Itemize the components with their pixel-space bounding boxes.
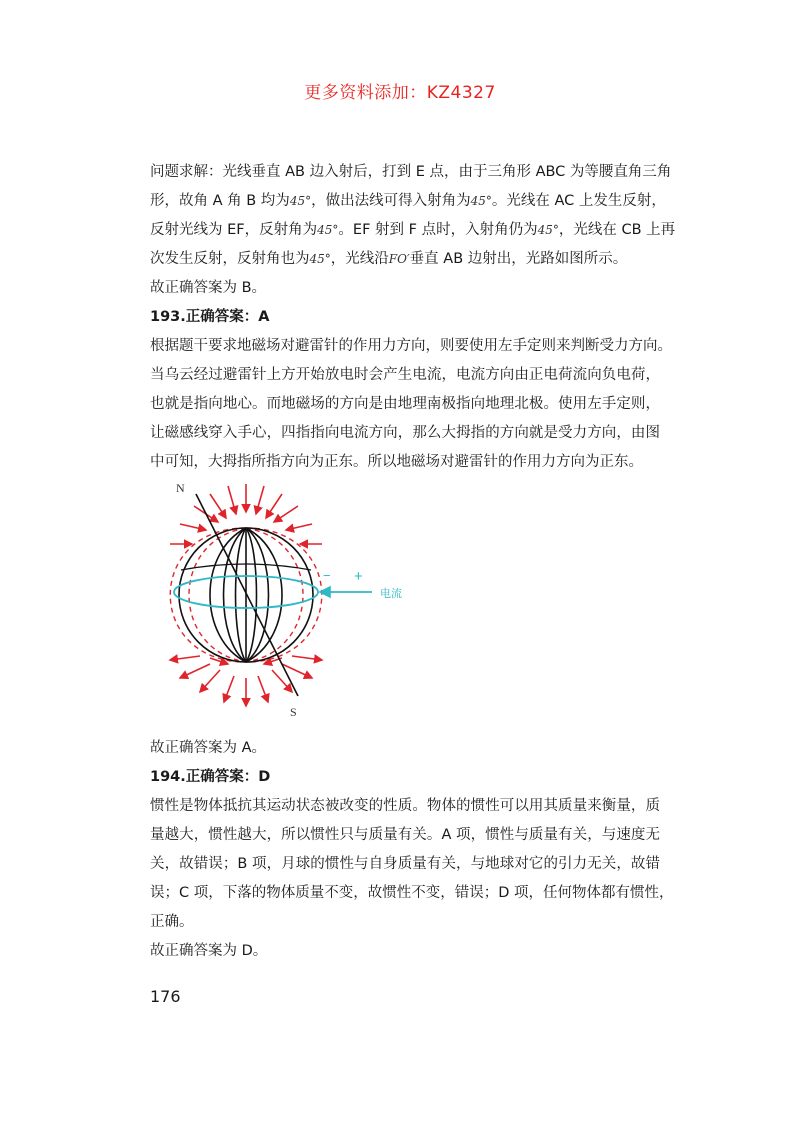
text-fragment: ，光线在 CB 上再 bbox=[558, 222, 676, 238]
angle-math: 45° bbox=[470, 194, 492, 208]
angle-math: 45° bbox=[309, 252, 331, 266]
para1-line-1: 问题求解：光线垂直 AB 边入射后，打到 E 点，由于三角形 ABC 为等腰直角三角 bbox=[150, 164, 672, 180]
text-fragment: 形，故角 A 角 B 均为 bbox=[150, 193, 290, 209]
para1-line-3 bbox=[150, 216, 676, 245]
q194-line-5: 正确。 bbox=[150, 914, 194, 930]
text-fragment: 次发生反射，反射角也为 bbox=[150, 251, 310, 267]
angle-math: 45° bbox=[317, 223, 339, 237]
globe bbox=[179, 528, 313, 662]
text-fragment: 。EF 射到 F 点时，入射角仍为 bbox=[338, 222, 538, 238]
magnetic-field-diagram bbox=[150, 480, 430, 734]
q194-line-4: 误；C 项，下落的物体质量不变，故惯性不变，错误；D 项，任何物体都有惯性， bbox=[150, 885, 674, 901]
text-fragment: 垂直 AB 边射出，光路如图所示。 bbox=[409, 251, 628, 267]
minus-sign: − bbox=[323, 568, 331, 583]
q194-heading: 194.正确答案：D bbox=[150, 769, 271, 785]
angle-math: 45° bbox=[289, 194, 312, 208]
q194-line-1: 惯性是物体抵抗其运动状态被改变的性质。物体的惯性可以用其质量来衡量，质 bbox=[150, 798, 660, 814]
page-header-watermark: 更多资料添加：KZ4327 bbox=[304, 83, 496, 103]
answer-a: 故正确答案为 A。 bbox=[150, 740, 267, 756]
q194-line-2: 量越大，惯性越大，所以惯性只与质量有关。A 项，惯性与质量有关，与速度无 bbox=[150, 827, 660, 843]
text-fragment: 。光线在 AC 上发生反射， bbox=[491, 193, 666, 209]
document-body bbox=[150, 158, 676, 966]
north-label: N bbox=[176, 481, 185, 495]
text-fragment: ，做出法线可得入射角为 bbox=[311, 193, 471, 209]
plus-sign: + bbox=[354, 568, 363, 585]
q193-line-5: 中可知，大拇指所指方向为正东。所以地磁场对避雷针的作用力方向为正东。 bbox=[150, 454, 643, 470]
answer-b: 故正确答案为 B。 bbox=[150, 280, 267, 296]
para1-line-4 bbox=[150, 245, 660, 274]
angle-math: 45° bbox=[537, 223, 559, 237]
q193-line-1: 根据题干要求地磁场对避雷针的作用力方向，则要使用左手定则来判断受力方向。 bbox=[150, 338, 672, 354]
q193-line-4: 让磁感线穿入手心，四指指向电流方向，那么大拇指的方向就是受力方向，由图 bbox=[150, 425, 660, 441]
south-label: S bbox=[290, 705, 297, 719]
q194-line-3: 关，故错误；B 项，月球的惯性与自身质量有关，与地球对它的引力无关，故错 bbox=[150, 856, 660, 872]
text-fragment: 反射光线为 EF，反射角为 bbox=[150, 222, 318, 238]
q193-heading: 193.正确答案：A bbox=[150, 309, 270, 325]
para1-line-2 bbox=[150, 187, 666, 216]
earth-magnetic-field-figure bbox=[150, 480, 660, 734]
answer-d: 故正确答案为 D。 bbox=[150, 943, 268, 959]
q193-line-3: 也就是指向地心。而地磁场的方向是由地理南极指向地理北极。使用左手定则， bbox=[150, 396, 660, 412]
page-number: 176 bbox=[150, 987, 181, 1006]
q193-line-2: 当乌云经过避雷针上方开始放电时会产生电流，电流方向由正电荷流向负电荷， bbox=[150, 367, 660, 383]
fo-math: FO′ bbox=[388, 252, 410, 266]
text-fragment: ，光线沿 bbox=[330, 251, 389, 267]
current-label: 电流 bbox=[380, 587, 402, 600]
